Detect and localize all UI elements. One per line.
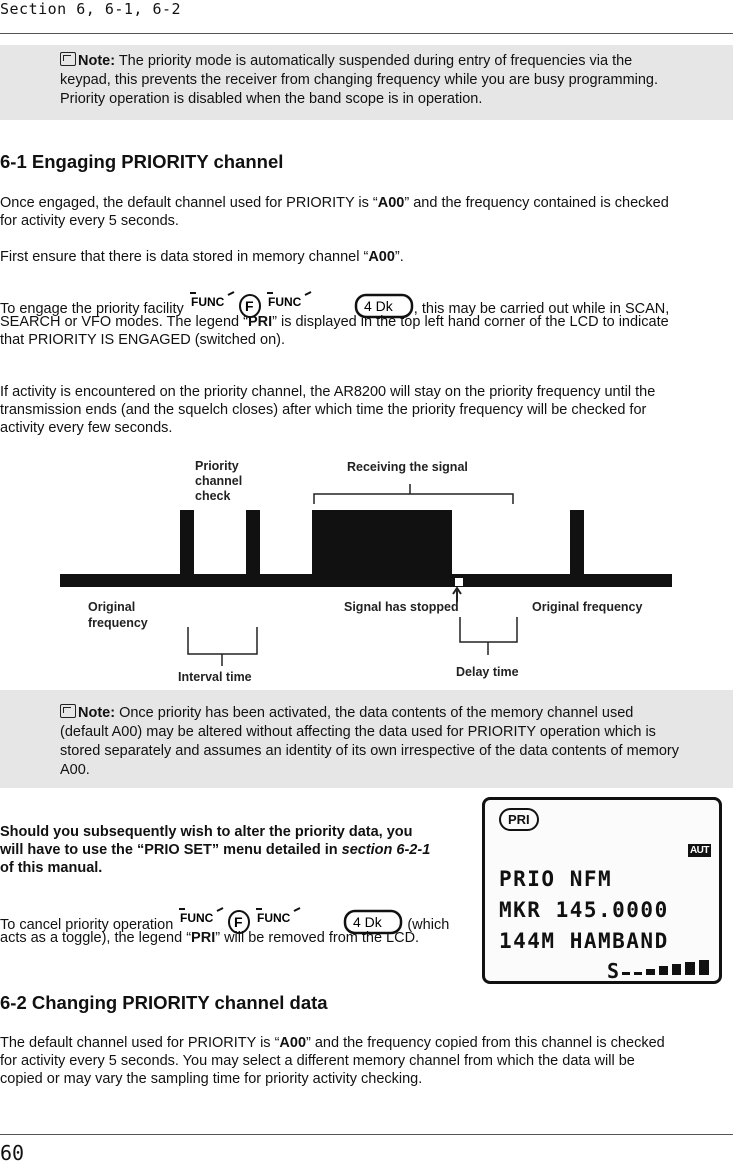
page-number: 60 (0, 1141, 25, 1165)
paragraph: If activity is encountered on the priority channel, the AR8200 will stay on the priority frequency until the transmission ends (and the squelch closes) after which time the priority frequency will be checked for activity every few seconds. (0, 384, 656, 436)
func-key-icon (256, 908, 300, 925)
svg-text:FUNC: FUNC (180, 911, 214, 925)
func-key-icon (267, 292, 311, 309)
lcd-display (482, 797, 722, 984)
priority-pulse (246, 510, 260, 576)
section-reference-link[interactable]: section 6-2-1 (341, 842, 431, 858)
lcd-row-1: PRIO NFM (499, 867, 613, 891)
note-box-2: Note: Once priority has been activated, the data contents of the memory channel used (default A00) may be altered without affecting the data used for PRIORITY operation which is stored separately and assumes an identity of its own irrespective of the data contents of memory A00. (0, 690, 733, 788)
svg-text:Interval time: Interval time (178, 670, 252, 684)
svg-text:F: F (234, 914, 243, 930)
note-label: Note: (78, 53, 116, 69)
priority-pulse (180, 510, 194, 576)
svg-text:4 Dk: 4 Dk (353, 914, 383, 930)
svg-text:Priority: Priority (195, 459, 239, 473)
footer-rule (0, 1134, 733, 1135)
paragraph: First ensure that there is data stored in memory channel “A00”. (0, 249, 404, 265)
svg-text:4 Dk: 4 Dk (363, 298, 393, 314)
paragraph: Once engaged, the default channel used for PRIORITY is “A00” and the frequency contained is checked for activity every 5 seconds. (0, 195, 669, 229)
func-key-icon (179, 908, 223, 925)
section-6-2-title: 6-2 Changing PRIORITY channel data (0, 992, 328, 1013)
note-label: Note: (78, 705, 116, 721)
s-meter-segment (659, 966, 668, 975)
svg-text:Original frequency: Original frequency (532, 600, 643, 614)
svg-text:FUNC: FUNC (190, 295, 225, 309)
priority-timing-diagram (55, 452, 675, 693)
s-meter-segment (646, 969, 655, 975)
lcd-pri-legend: PRI (499, 808, 539, 831)
func-key-icon (190, 292, 234, 309)
paragraph: The default channel used for PRIORITY is “A00” and the frequency copied from this channel is checked for activity every 5 seconds. You may select a different memory channel from which the data will be copied or may vary the sampling time for priority activity checking. (0, 1035, 665, 1087)
paragraph: To engage the priority facility FUNC F FUNC 4 Dk , this may be carried out while in SCAN, SEARCH or VFO modes. The legend “PRI” is displayed in the top left hand corner of the LCD to indicate that PRIORITY IS ENGAGED (switched on). (0, 289, 733, 349)
svg-text:FUNC: FUNC (267, 295, 302, 309)
section-header: Section 6, 6-1, 6-2 (0, 0, 182, 18)
svg-text:Original: Original (88, 600, 136, 614)
s-meter-segment (699, 960, 709, 975)
lcd-row-3: 144M HAMBAND (499, 929, 669, 953)
cancel-priority-paragraph: To cancel priority operation FUNC F FUNC 4 Dk (which acts as a toggle), the legend “PRI” will be removed from the LCD. (0, 905, 470, 947)
svg-text:frequency: frequency (88, 616, 148, 630)
svg-text:F: F (244, 298, 254, 314)
section-6-1-title: 6-1 Engaging PRIORITY channel (0, 151, 284, 172)
svg-text:Receiving the signal: Receiving the signal (347, 460, 468, 474)
note-box-1: Note: The priority mode is automatically suspended during entry of frequencies via the keypad, this prevents the receiver from changing frequency while you are busy programming. Priority operation is disabled when the band scope is in operation. (0, 45, 733, 120)
svg-text:channel: channel (195, 474, 243, 488)
svg-text:Signal has stopped: Signal has stopped (344, 600, 459, 614)
s-meter-segment (672, 964, 681, 975)
svg-text:FUNC: FUNC (257, 911, 291, 925)
priority-pulse (570, 510, 584, 576)
lcd-row-2: MKR 145.0000 (499, 898, 669, 922)
note-icon (60, 704, 76, 718)
s-meter-segment (634, 972, 642, 975)
svg-text:check: check (195, 489, 231, 503)
header-rule (0, 33, 733, 34)
lcd-s-meter-label: S (607, 959, 620, 983)
s-meter-segment (622, 972, 630, 975)
svg-text:Delay time: Delay time (456, 665, 519, 679)
receiving-signal-block (312, 510, 452, 576)
note-icon (60, 52, 76, 66)
s-meter-segment (685, 962, 695, 975)
lcd-aut-indicator: AUT (689, 845, 709, 856)
alter-priority-paragraph: Should you subsequently wish to alter the priority data, you will have to use the “PRIO SET” menu detailed in section 6-2-1 of this manual. (0, 824, 431, 876)
